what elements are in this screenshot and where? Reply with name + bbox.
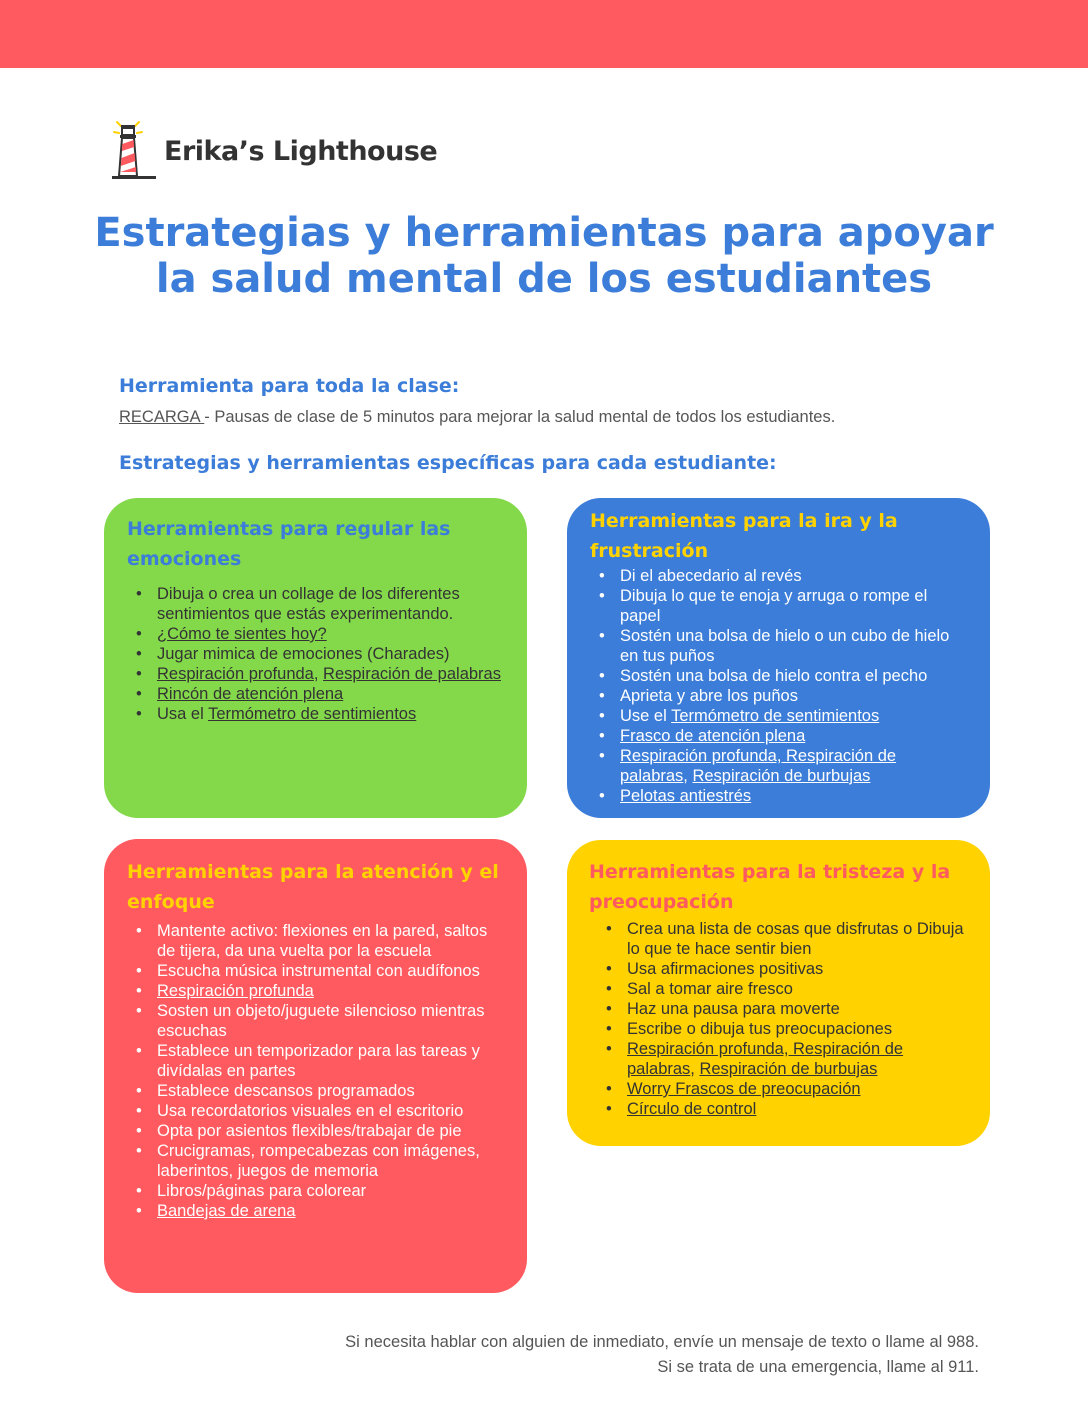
item-link[interactable]: Frasco de atención plena xyxy=(620,727,806,745)
item-text: Jugar mimica de emociones (Charades) xyxy=(157,645,450,663)
list-item xyxy=(597,979,966,999)
list-item xyxy=(127,1141,503,1181)
list-item xyxy=(127,1081,503,1101)
list-item xyxy=(597,1099,966,1119)
item-text: Aprieta y abre los puños xyxy=(620,687,798,705)
page-title-line-1: Estrategias y herramientas para apoyar xyxy=(94,210,994,256)
item-text: Crucigramas, rompecabezas con imágenes, laberintos, juegos de memoria xyxy=(157,1142,480,1180)
list-item xyxy=(127,1181,503,1201)
list-item xyxy=(597,1019,966,1039)
whole-class-heading: Herramienta para toda la clase: xyxy=(119,375,460,397)
item-link[interactable]: Worry Frascos de preocupación xyxy=(627,1080,861,1098)
list-item xyxy=(590,706,966,726)
item-text: Escribe o dibuja tus preocupaciones xyxy=(627,1020,893,1038)
card-title: Herramientas para la tristeza y la preocupación xyxy=(589,861,951,913)
item-text: Usa recordatorios visuales en el escritorio xyxy=(157,1102,464,1120)
list-item xyxy=(127,664,503,684)
item-text: Di el abecedario al revés xyxy=(620,567,802,585)
item-link[interactable]: Respiración de palabras xyxy=(323,665,501,683)
item-text: Dibuja lo que te enoja y arruga o rompe el papel xyxy=(620,587,928,625)
list-item xyxy=(127,961,503,981)
item-link[interactable]: Respiración profunda xyxy=(157,665,314,683)
item-link[interactable]: Bandejas de arena xyxy=(157,1202,296,1220)
item-link[interactable]: Termómetro de sentimientos xyxy=(671,707,880,725)
card-title: Herramientas para la atención y el enfoque xyxy=(127,861,499,913)
item-link[interactable]: Rincón de atención plena xyxy=(157,685,344,703)
footer-line-2: Si se trata de una emergencia, llame al 911. xyxy=(657,1358,979,1376)
list-item xyxy=(127,644,503,664)
recarga-description: - Pausas de clase de 5 minutos para mejorar la salud mental de todos los estudiantes. xyxy=(204,408,836,426)
list-item xyxy=(590,786,966,806)
list-item xyxy=(127,1201,503,1221)
card-title: Herramientas para la ira y la frustración xyxy=(590,510,898,562)
specific-heading: Estrategias y herramientas específicas para cada estudiante: xyxy=(119,452,777,474)
item-text: Sostén una bolsa de hielo o un cubo de hielo en tus puños xyxy=(620,627,950,665)
item-text: Opta por asientos flexibles/trabajar de pie xyxy=(157,1122,462,1140)
item-link[interactable]: Respiración profunda, Respiración de palabras xyxy=(627,1040,904,1078)
item-text: Establece descansos programados xyxy=(157,1082,415,1100)
list-item xyxy=(127,921,503,961)
list-item xyxy=(590,566,966,586)
list-item xyxy=(127,981,503,1001)
list-item xyxy=(127,624,503,644)
list-item xyxy=(597,999,966,1019)
item-text: Sostén una bolsa de hielo contra el pecho xyxy=(620,667,928,685)
list-item xyxy=(597,1039,966,1079)
list-item xyxy=(127,704,503,724)
item-text: Usa afirmaciones positivas xyxy=(627,960,824,978)
recarga-link[interactable]: RECARGA xyxy=(119,408,205,426)
footer-line-1: Si necesita hablar con alguien de inmediato, envíe un mensaje de texto o llame al 988. xyxy=(345,1333,979,1351)
item-separator: , xyxy=(690,1060,700,1078)
item-link[interactable]: Respiración profunda, Respiración de palabras xyxy=(620,747,897,785)
list-item xyxy=(127,684,503,704)
item-text: Establece un temporizador para las tareas y divídalas en partes xyxy=(157,1042,480,1080)
item-link[interactable]: ¿Cómo te sientes hoy? xyxy=(157,625,327,643)
item-link[interactable]: Termómetro de sentimientos xyxy=(208,705,417,723)
brand-name: Erika’s Lighthouse xyxy=(164,136,438,167)
list-item xyxy=(590,686,966,706)
item-text: Sosten un objeto/juguete silencioso mientras escuchas xyxy=(157,1002,485,1040)
list-item xyxy=(590,666,966,686)
list-item xyxy=(127,1101,503,1121)
list-item xyxy=(590,746,966,786)
item-text: Usa el xyxy=(157,705,209,723)
item-text: Crea una lista de cosas que disfrutas o Dibuja lo que te hace sentir bien xyxy=(627,920,964,958)
item-text: Libros/páginas para colorear xyxy=(157,1182,367,1200)
list-item xyxy=(127,1121,503,1141)
item-text: Dibuja o crea un collage de los diferentes sentimientos que estás experimentando. xyxy=(157,585,460,623)
page-title xyxy=(60,210,1028,302)
item-link[interactable]: Respiración profunda xyxy=(157,982,314,1000)
item-text: Sal a tomar aire fresco xyxy=(627,980,793,998)
page-title-line-2: la salud mental de los estudiantes xyxy=(155,256,933,302)
item-link[interactable]: Respiración de burbujas xyxy=(692,767,871,785)
list-item xyxy=(597,919,966,959)
card-title: Herramientas para regular las emociones xyxy=(127,518,451,570)
item-link[interactable]: Pelotas antiestrés xyxy=(620,787,752,805)
item-text: Use el xyxy=(620,707,672,725)
list-item xyxy=(127,1001,503,1041)
top-banner xyxy=(0,0,1088,68)
card-list xyxy=(589,919,966,1119)
list-item xyxy=(597,959,966,979)
card-attention xyxy=(104,839,527,1293)
list-item xyxy=(590,626,966,666)
item-text: Mantente activo: flexiones en la pared, saltos de tijera, da una vuelta por la escuela xyxy=(157,922,488,960)
card-list xyxy=(127,921,503,1221)
card-anger xyxy=(567,498,990,818)
list-item xyxy=(127,584,503,624)
list-item xyxy=(127,1041,503,1081)
card-list xyxy=(127,584,503,724)
item-text: Haz una pausa para moverte xyxy=(627,1000,840,1018)
item-link[interactable]: Círculo de control xyxy=(627,1100,757,1118)
card-list xyxy=(590,566,966,806)
card-emotions xyxy=(104,498,527,818)
lighthouse-icon xyxy=(108,118,160,182)
item-separator: , xyxy=(313,665,324,683)
list-item xyxy=(590,726,966,746)
list-item xyxy=(597,1079,966,1099)
item-link[interactable]: Respiración de burbujas xyxy=(699,1060,878,1078)
whole-class-line xyxy=(119,408,835,427)
list-item xyxy=(590,586,966,626)
footer-note xyxy=(345,1330,979,1380)
card-sadness xyxy=(567,840,990,1146)
brand-logo xyxy=(108,118,438,182)
item-separator: , xyxy=(683,767,693,785)
item-text: Escucha música instrumental con audífonos xyxy=(157,962,480,980)
